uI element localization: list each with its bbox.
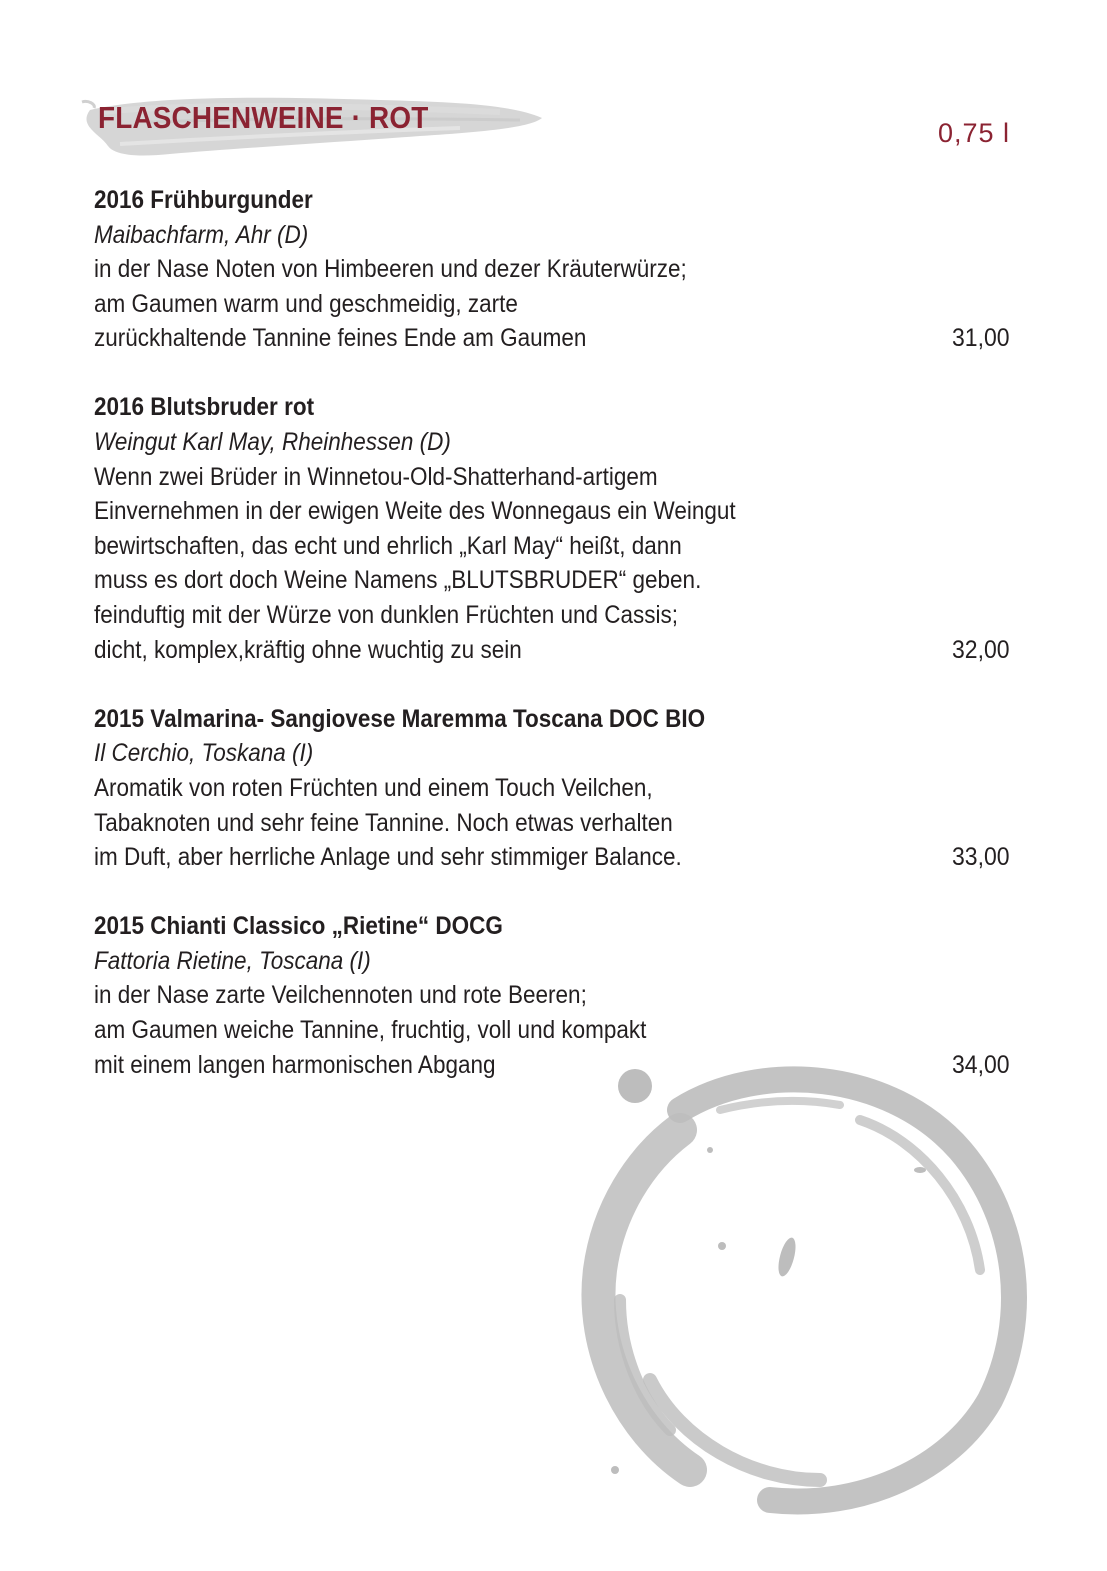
wine-description-line: in der Nase zarte Veilchennoten und rote Beeren; [94, 981, 587, 1010]
wine-name: 2015 Chianti Classico „Rietine“ DOCG [94, 912, 503, 941]
wine-name: 2016 Frühburgunder [94, 186, 313, 214]
wine-description-line: im Duft, aber herrliche Anlage und sehr stimmiger Balance. [94, 843, 682, 872]
wine-description-line: Aromatik von roten Früchten und einem Touch Veilchen, [94, 773, 653, 802]
volume-label: 0,75 l [937, 118, 1010, 148]
wine-producer: Weingut Karl May, Rheinhessen (D) [94, 428, 451, 457]
wine-price: 33,00 [952, 843, 1010, 872]
wine-description-line: dicht, komplex,kräftig ohne wuchtig zu sein [94, 635, 522, 664]
wine-list [94, 183, 1010, 1117]
wine-name: 2016 Blutsbruder rot [94, 393, 315, 422]
wine-description-line: am Gaumen warm und geschmeidig, zarte [94, 289, 518, 318]
wine-producer: Il Cerchio, Toskana (I) [94, 739, 314, 768]
wine-price: 31,00 [952, 324, 1010, 353]
wine-description-line: mit einem langen harmonischen Abgang [94, 1050, 496, 1079]
wine-name: 2015 Valmarina- Sangiovese Maremma Toscana DOC BIO [94, 704, 706, 733]
wine-item [94, 390, 1010, 667]
wine-description-line: am Gaumen weiche Tannine, fruchtig, voll und kompakt [94, 1015, 647, 1044]
wine-item [94, 702, 1010, 875]
wine-description-line: Tabaknoten und sehr feine Tannine. Noch etwas verhalten [94, 808, 673, 837]
wine-description-line: bewirtschaften, das echt und ehrlich „Karl May“ heißt, dann [94, 531, 682, 560]
wine-description-line: Wenn zwei Brüder in Winnetou-Old-Shatterhand-artigem [94, 462, 658, 491]
wine-stain-ring [560, 1050, 1040, 1530]
wine-description-line: feinduftig mit der Würze von dunklen Früchten und Cassis; [94, 601, 679, 630]
wine-description-line: in der Nase Noten von Himbeeren und dezer Kräuterwürze; [94, 255, 687, 284]
wine-price: 34,00 [952, 1050, 1010, 1079]
wine-price: 32,00 [952, 635, 1010, 664]
wine-item [94, 183, 1010, 356]
wine-description-line: muss es dort doch Weine Namens „BLUTSBRUDER“ geben. [94, 566, 702, 595]
section-title: FLASCHENWEINE · ROT [98, 100, 429, 135]
wine-producer: Maibachfarm, Ahr (D) [94, 220, 309, 249]
wine-producer: Fattoria Rietine, Toscana (I) [94, 946, 371, 975]
wine-description-line: zurückhaltende Tannine feines Ende am Gaumen [94, 324, 587, 353]
wine-description-line: Einvernehmen in der ewigen Weite des Wonnegaus ein Weingut [94, 497, 736, 526]
